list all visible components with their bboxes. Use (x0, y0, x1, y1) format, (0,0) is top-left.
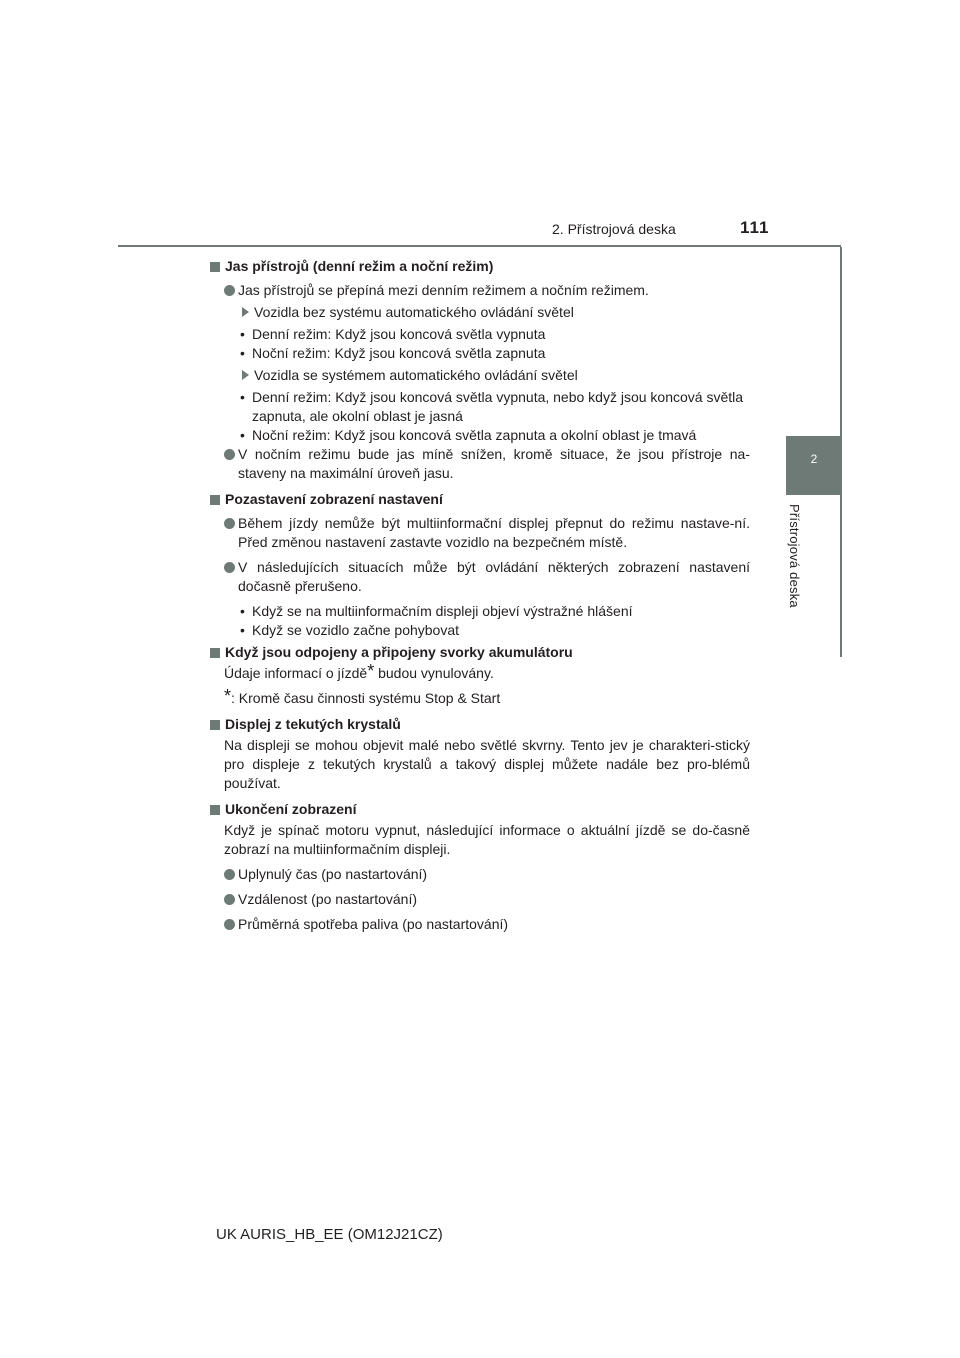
paragraph: Když je spínač motoru vypnut, následující informace o aktuální jízdě se do-časně zobrazí na multiinformačním displeji. (224, 822, 750, 857)
circle-item: Během jízdy nemůže být multiinformační displej přepnut do režimu nastave-ní. Před změnou nastavení zastavte vozidlo na bezpečném místě. (210, 514, 750, 552)
footnote-marker: * (367, 661, 375, 681)
circle-bullet-icon (224, 919, 235, 930)
footnote-marker: * (224, 686, 232, 706)
chapter-tab-number: 2 (810, 452, 818, 466)
circle-item: Uplynulý čas (po nastartování) (210, 865, 750, 884)
circle-bullet-icon (224, 449, 235, 460)
dot-bullet-item: • Když se na multiinformačním displeji objeví výstražné hlášení (240, 603, 633, 619)
dot-bullet-item: • Když se vozidlo začne pohybovat (240, 622, 460, 638)
dot-bullet-icon: • (240, 345, 245, 361)
chapter-side-bar (840, 247, 842, 657)
dot-bullet-icon: • (240, 389, 245, 405)
square-bullet-icon (210, 262, 220, 272)
dot-bullet-item: • Denní režim: Když jsou koncová světla vypnuta (240, 326, 546, 342)
triangle-item: Vozidla bez systému automatického ovládání světel (210, 303, 750, 322)
section-heading: Displej z tekutých krystalů (210, 715, 750, 734)
footnote: *: Kromě času činnosti systému Stop & Start (224, 686, 501, 706)
circle-item: Vzdálenost (po nastartování) (210, 890, 750, 909)
section-heading: Pozastavení zobrazení nastavení (210, 490, 750, 509)
dot-bullet-item: • Noční režim: Když jsou koncová světla zapnuta (240, 345, 546, 361)
triangle-bullet-icon (242, 370, 249, 380)
square-bullet-icon (210, 648, 220, 658)
section-heading: Ukončení zobrazení (210, 800, 750, 819)
section-heading: Když jsou odpojeny a připojeny svorky akumulátoru (210, 643, 750, 662)
square-bullet-icon (210, 805, 220, 815)
circle-bullet-icon (224, 869, 235, 880)
dot-bullet-item: • Noční režim: Když jsou koncová světla zapnuta a okolní oblast je tmavá (240, 427, 697, 443)
footer-model-code: UK AURIS_HB_EE (OM12J21CZ) (216, 1226, 443, 1243)
circle-bullet-icon (224, 894, 235, 905)
circle-item: Průměrná spotřeba paliva (po nastartování) (210, 915, 750, 934)
section-heading: Jas přístrojů (denní režim a noční režim) (210, 257, 750, 276)
dot-bullet-icon: • (240, 427, 245, 443)
circle-bullet-icon (224, 518, 235, 529)
circle-item: V nočním režimu bude jas míně snížen, kromě situace, že jsou přístroje na-staveny na maximální úroveň jasu. (210, 445, 750, 483)
dot-bullet-item: • Denní režim: Když jsou koncová světla vypnuta, nebo když jsou koncová světla zapnuta, ale okolní oblast je jasná (240, 389, 744, 424)
chapter-tab (786, 436, 842, 495)
page-content (210, 257, 750, 937)
circle-bullet-icon (224, 285, 235, 296)
paragraph: Na displeji se mohou objevit malé nebo světlé skvrny. Tento jev je charakteri-stický pro displeje z tekutých krystalů a takový displej můžete nadále bez pro-blémů používat. (224, 737, 750, 791)
square-bullet-icon (210, 495, 220, 505)
chapter-tab-label: Přístrojová deska (787, 504, 802, 608)
triangle-bullet-icon (242, 307, 249, 317)
page-number: 111 (740, 218, 770, 237)
paragraph: Údaje informací o jízdě* budou vynulovány. (224, 661, 494, 681)
circle-item: Jas přístrojů se přepíná mezi denním režimem a nočním režimem. (210, 281, 750, 300)
dot-bullet-icon: • (240, 326, 245, 342)
triangle-item: Vozidla se systémem automatického ovládání světel (210, 366, 750, 385)
header-section-title: 2. Přístrojová deska (552, 221, 676, 237)
header-divider (118, 245, 841, 247)
circle-item: V následujících situacích může být ovládání některých zobrazení nastavení dočasně přerušeno. (210, 558, 750, 596)
square-bullet-icon (210, 720, 220, 730)
circle-bullet-icon (224, 562, 235, 573)
dot-bullet-icon: • (240, 603, 245, 619)
dot-bullet-icon: • (240, 622, 245, 638)
